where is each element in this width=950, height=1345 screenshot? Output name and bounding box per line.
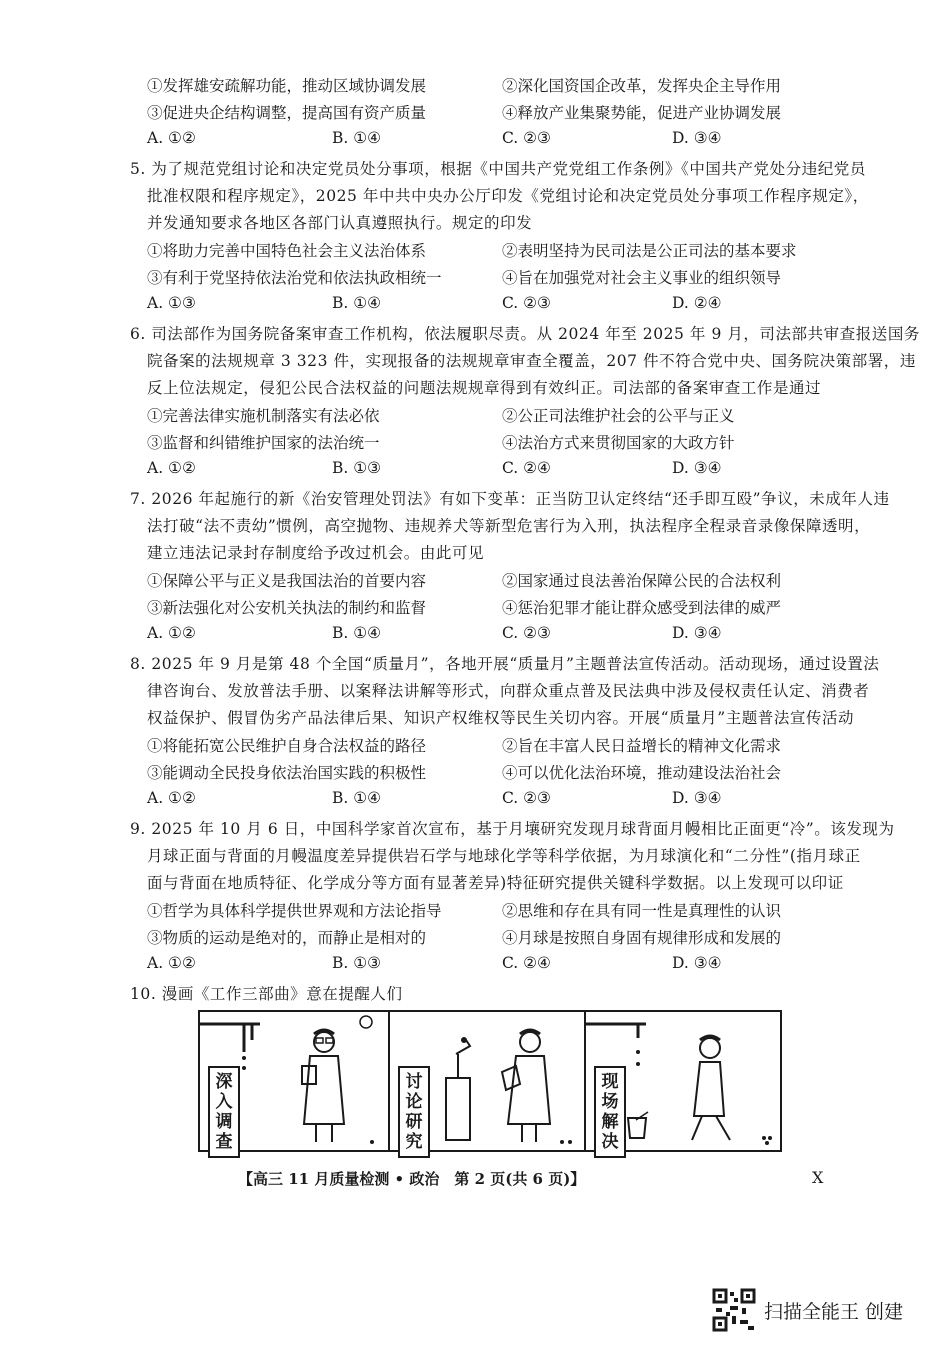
page-footer: 【高三 11 月质量检测 • 政治 第 2 页(共 6 页)】 [238, 1170, 586, 1188]
panel-2-label: 讨论研究 [398, 1066, 430, 1158]
q7-option-1: ①保障公平与正义是我国法治的首要内容 [147, 572, 427, 590]
q4-option-4: ④释放产业集聚势能，促进产业协调发展 [502, 104, 782, 122]
q9-stem-line-2: 月球正面与背面的月幔温度差异提供岩石学与地球化学等科学依据，为月球演化和“二分性”(指月球正 [147, 847, 861, 865]
q6-stem-line-1: 6. 司法部作为国务院备案审查工作机构，依法履职尽责。从 2024 年至 2025 年 9 月，司法部共审查报送国务 [130, 325, 920, 343]
q5-option-4: ④旨在加强党对社会主义事业的组织领导 [502, 269, 782, 287]
q6-choice-d: D. ③④ [672, 459, 722, 477]
q6-option-1: ①完善法律实施机制落实有法必依 [147, 407, 380, 425]
q5-choice-a: A. ①③ [147, 294, 196, 312]
q9-choice-d: D. ③④ [672, 954, 722, 972]
q5-choice-b: B. ①④ [332, 294, 382, 312]
q9-choice-c: C. ②④ [502, 954, 551, 972]
q4-choice-b: B. ①④ [332, 129, 382, 147]
q7-option-4: ④惩治犯罪才能让群众感受到法律的威严 [502, 599, 782, 617]
qr-code-icon [712, 1288, 756, 1332]
cartoon-panel-2 [390, 1012, 586, 1150]
q9-option-4: ④月球是按照自身固有规律形成和发展的 [502, 929, 782, 947]
q7-stem-line-1: 7. 2026 年起施行的新《治安管理处罚法》有如下变革：正当防卫认定终结“还手即互殴”争议，未成年人违 [130, 490, 890, 508]
q7-choice-a: A. ①② [147, 624, 196, 642]
q8-stem-line-1: 8. 2025 年 9 月是第 48 个全国“质量月”，各地开展“质量月”主题普法宣传活动。活动现场，通过设置法 [130, 655, 880, 673]
q6-choice-c: C. ②④ [502, 459, 551, 477]
q5-stem-line-2: 批准权限和程序规定》，2025 年中共中央办公厅印发《党组讨论和决定党员处分事项工作程序规定》， [147, 187, 869, 205]
q9-stem-line-1: 9. 2025 年 10 月 6 日，中国科学家首次宣布，基于月壤研究发现月球背面月幔相比正面更“冷”。该发现为 [130, 820, 895, 838]
q10-stem: 10. 漫画《工作三部曲》意在提醒人们 [130, 985, 403, 1003]
q6-choice-a: A. ①② [147, 459, 196, 477]
q9-option-2: ②思维和存在具有同一性是真理性的认识 [502, 902, 782, 920]
q8-option-1: ①将能拓宽公民维护自身合法权益的路径 [147, 737, 427, 755]
q5-option-1: ①将助力完善中国特色社会主义法治体系 [147, 242, 427, 260]
scanner-label: 扫描全能王 创建 [764, 1300, 904, 1323]
q9-stem-line-3: 面与背面在地质特征、化学成分等方面有显著差异)特征研究提供关键科学数据。以上发现可以印证 [147, 874, 844, 892]
q9-choice-a: A. ①② [147, 954, 196, 972]
q5-option-3: ③有利于党坚持依法治党和依法执政相统一 [147, 269, 442, 287]
q5-stem-line-3: 并发通知要求各地区各部门认真遵照执行。规定的印发 [147, 214, 533, 232]
q4-option-1: ①发挥雄安疏解功能，推动区域协调发展 [147, 77, 427, 95]
cartoon-panel-3 [586, 1012, 780, 1150]
q6-stem-line-3: 反上位法规定，侵犯公民合法权益的问题法规规章得到有效纠正。司法部的备案审查工作是通过 [147, 379, 822, 397]
q7-option-2: ②国家通过良法善治保障公民的合法权利 [502, 572, 782, 590]
q4-option-3: ③促进央企结构调整，提高国有资产质量 [147, 104, 427, 122]
q8-option-2: ②旨在丰富人民日益增长的精神文化需求 [502, 737, 782, 755]
q8-choice-a: A. ①② [147, 789, 196, 807]
q6-option-2: ②公正司法维护社会的公平与正义 [502, 407, 735, 425]
q8-choice-b: B. ①④ [332, 789, 382, 807]
cartoon-work-trilogy [198, 1010, 782, 1152]
q9-option-1: ①哲学为具体科学提供世界观和方法论指导 [147, 902, 442, 920]
q5-stem-line-1: 5. 为了规范党组讨论和决定党员处分事项，根据《中国共产党党组工作条例》《中国共产党处分违纪党员 [130, 160, 866, 178]
q8-option-4: ④可以优化法治环境，推动建设法治社会 [502, 764, 782, 782]
q7-stem-line-2: 法打破“法不责幼”惯例，高空抛物、违规养犬等新型危害行为入刑，执法程序全程录音录像保障透明， [147, 517, 871, 535]
footer-mark: X [812, 1168, 824, 1187]
q7-choice-b: B. ①④ [332, 624, 382, 642]
q4-option-2: ②深化国资国企改革，发挥央企主导作用 [502, 77, 782, 95]
q8-option-3: ③能调动全民投身依法治国实践的积极性 [147, 764, 427, 782]
q8-choice-d: D. ③④ [672, 789, 722, 807]
q7-choice-c: C. ②③ [502, 624, 551, 642]
q5-choice-d: D. ②④ [672, 294, 722, 312]
q7-choice-d: D. ③④ [672, 624, 722, 642]
q6-choice-b: B. ①③ [332, 459, 382, 477]
q7-option-3: ③新法强化对公安机关执法的制约和监督 [147, 599, 427, 617]
q4-choice-c: C. ②③ [502, 129, 551, 147]
q4-choice-d: D. ③④ [672, 129, 722, 147]
q6-option-3: ③监督和纠错维护国家的法治统一 [147, 434, 380, 452]
q9-choice-b: B. ①③ [332, 954, 382, 972]
q8-stem-line-2: 律咨询台、发放普法手册、以案释法讲解等形式，向群众重点普及民法典中涉及侵权责任认定、消费者 [147, 682, 870, 700]
q9-option-3: ③物质的运动是绝对的，而静止是相对的 [147, 929, 427, 947]
panel-1-label: 深入调查 [208, 1066, 240, 1158]
q5-choice-c: C. ②③ [502, 294, 551, 312]
q8-stem-line-3: 权益保护、假冒伪劣产品法律后果、知识产权维权等民生关切内容。开展“质量月”主题普法宣传活动 [147, 709, 855, 727]
q6-stem-line-2: 院备案的法规规章 3 323 件，实现报备的法规规章审查全覆盖，207 件不符合党中央、国务院决策部署，违 [147, 352, 916, 370]
panel-3-label: 现场解决 [594, 1066, 626, 1158]
q8-choice-c: C. ②③ [502, 789, 551, 807]
q4-choice-a: A. ①② [147, 129, 196, 147]
q6-option-4: ④法治方式来贯彻国家的大政方针 [502, 434, 735, 452]
q7-stem-line-3: 建立违法记录封存制度给予改过机会。由此可见 [147, 544, 485, 562]
cartoon-panel-1 [200, 1012, 390, 1150]
q5-option-2: ②表明坚持为民司法是公正司法的基本要求 [502, 242, 797, 260]
scanner-watermark [712, 1288, 903, 1332]
